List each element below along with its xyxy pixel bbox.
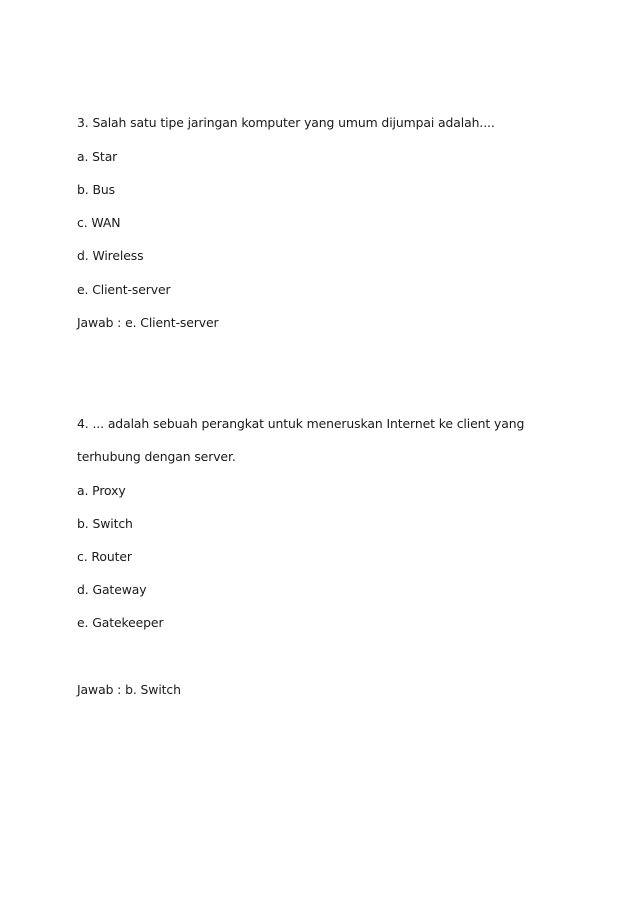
question-3-option-b: b. Bus — [77, 182, 115, 197]
question-3-option-a: a. Star — [77, 149, 118, 164]
question-3-prompt: 3. Salah satu tipe jaringan komputer yang umum dijumpai adalah.... — [77, 115, 495, 130]
question-4-answer: Jawab : b. Switch — [77, 682, 181, 697]
question-3-option-c: c. WAN — [77, 215, 121, 230]
question-4-option-e: e. Gatekeeper — [77, 615, 164, 630]
question-4-option-c: c. Router — [77, 549, 132, 564]
question-4-prompt-line-2: terhubung dengan server. — [77, 449, 236, 464]
question-3-answer: Jawab : e. Client-server — [77, 315, 219, 330]
question-4-option-a: a. Proxy — [77, 483, 126, 498]
question-4-prompt-line-1: 4. ... adalah sebuah perangkat untuk meneruskan Internet ke client yang — [77, 416, 525, 431]
question-3-option-d: d. Wireless — [77, 248, 144, 263]
question-4-option-d: d. Gateway — [77, 582, 147, 597]
question-4-option-b: b. Switch — [77, 516, 133, 531]
question-3-option-e: e. Client-server — [77, 282, 171, 297]
